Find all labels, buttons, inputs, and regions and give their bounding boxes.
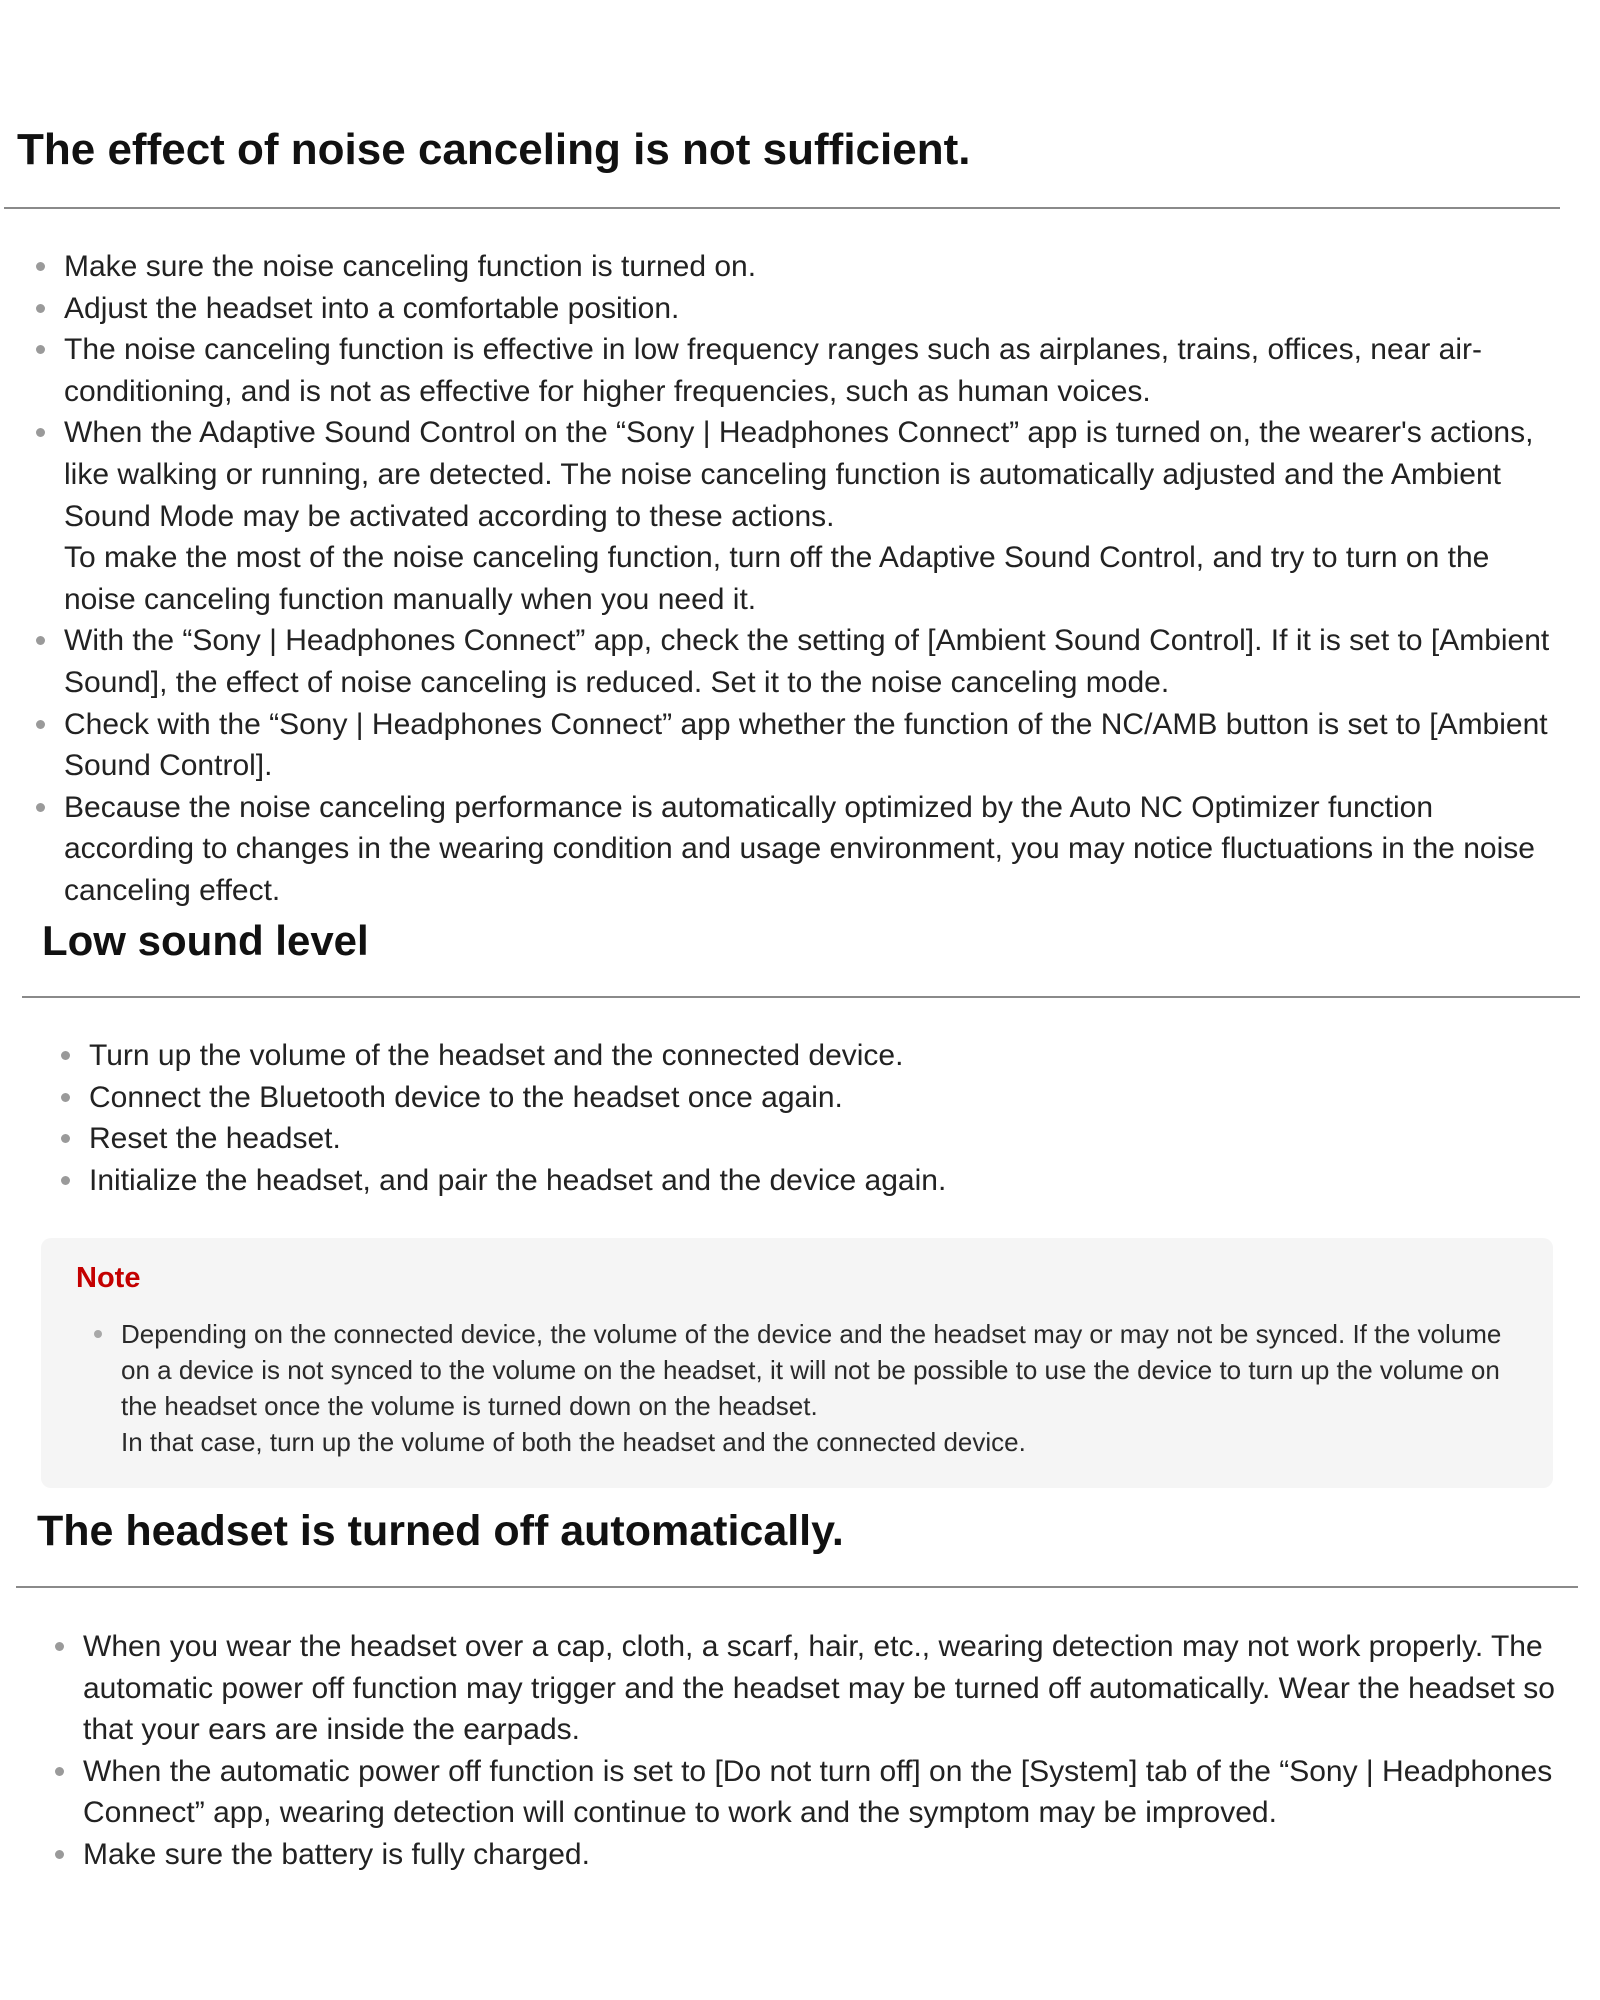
low-sound-tips-list [89, 1035, 1549, 1201]
section-heading-auto-off: The headset is turned off automatically. [37, 1507, 844, 1555]
list-item: When the Adaptive Sound Control on the “Sony | Headphones Connect” app is turned on, the wearer's actions, like walking or running, are detected. The noise canceling function is automatically adjusted and the Ambient Sound Mode may be activated according to these actions. To make the most of the noise canceling function, turn off the Adaptive Sound Control, and try to turn on the noise canceling function manually when you need it. [64, 412, 1554, 620]
bullet-icon [36, 345, 45, 354]
bullet-icon [36, 428, 45, 437]
noise-canceling-tips-list [64, 246, 1554, 912]
list-item: Make sure the noise canceling function is turned on. [64, 246, 1554, 288]
section-divider [4, 207, 1560, 209]
bullet-icon [36, 304, 45, 313]
bullet-icon [36, 720, 45, 729]
bullet-icon [36, 262, 45, 271]
list-item: The noise canceling function is effective in low frequency ranges such as airplanes, trains, offices, near air-conditioning, and is not as effective for higher frequencies, such as human voices. [64, 329, 1554, 412]
list-item: When you wear the headset over a cap, cloth, a scarf, hair, etc., wearing detection may not work properly. The automatic power off function may trigger and the headset may be turned off automatically. Wear the headset so that your ears are inside the earpads. [83, 1626, 1573, 1751]
list-item: Connect the Bluetooth device to the headset once again. [89, 1077, 1549, 1119]
section-divider [16, 1586, 1578, 1588]
list-item: When the automatic power off function is set to [Do not turn off] on the [System] tab of the “Sony | Headphones Connect” app, wearing detection will continue to work and the symptom may be improved. [83, 1751, 1573, 1834]
bullet-icon [94, 1330, 102, 1338]
list-item: Check with the “Sony | Headphones Connect” app whether the function of the NC/AMB button is set to [Ambient Sound Control]. [64, 704, 1554, 787]
list-item: Reset the headset. [89, 1118, 1549, 1160]
list-item: Depending on the connected device, the volume of the device and the headset may or may not be synced. If the volume on a device is not synced to the volume on the headset, it will not be possible to use the device to turn up the volume on the headset once the volume is turned down on the headset. In that case, turn up the volume of both the headset and the connected device. [121, 1316, 1521, 1460]
bullet-icon [55, 1767, 64, 1776]
bullet-icon [36, 636, 45, 645]
bullet-icon [55, 1642, 64, 1651]
list-item: Initialize the headset, and pair the headset and the device again. [89, 1160, 1549, 1202]
note-title: Note [76, 1262, 141, 1294]
section-heading-noise-canceling: The effect of noise canceling is not sufficient. [17, 125, 971, 174]
list-item: Adjust the headset into a comfortable position. [64, 288, 1554, 330]
bullet-icon [36, 803, 45, 812]
note-list [121, 1316, 1521, 1460]
bullet-icon [61, 1093, 70, 1102]
bullet-icon [61, 1176, 70, 1185]
list-item: With the “Sony | Headphones Connect” app, check the setting of [Ambient Sound Control]. If it is set to [Ambient Sound], the effect of noise canceling is reduced. Set it to the noise canceling mode. [64, 620, 1554, 703]
section-divider [22, 996, 1580, 998]
bullet-icon [61, 1134, 70, 1143]
list-item: Because the noise canceling performance is automatically optimized by the Auto NC Optimizer function according to changes in the wearing condition and usage environment, you may notice fluctuations in the noise canceling effect. [64, 787, 1554, 912]
bullet-icon [55, 1850, 64, 1859]
bullet-icon [61, 1051, 70, 1060]
list-item: Turn up the volume of the headset and the connected device. [89, 1035, 1549, 1077]
note-box [41, 1238, 1553, 1488]
section-heading-low-sound-level: Low sound level [42, 917, 369, 964]
list-item: Make sure the battery is fully charged. [83, 1834, 1573, 1876]
auto-off-tips-list [83, 1626, 1573, 1876]
